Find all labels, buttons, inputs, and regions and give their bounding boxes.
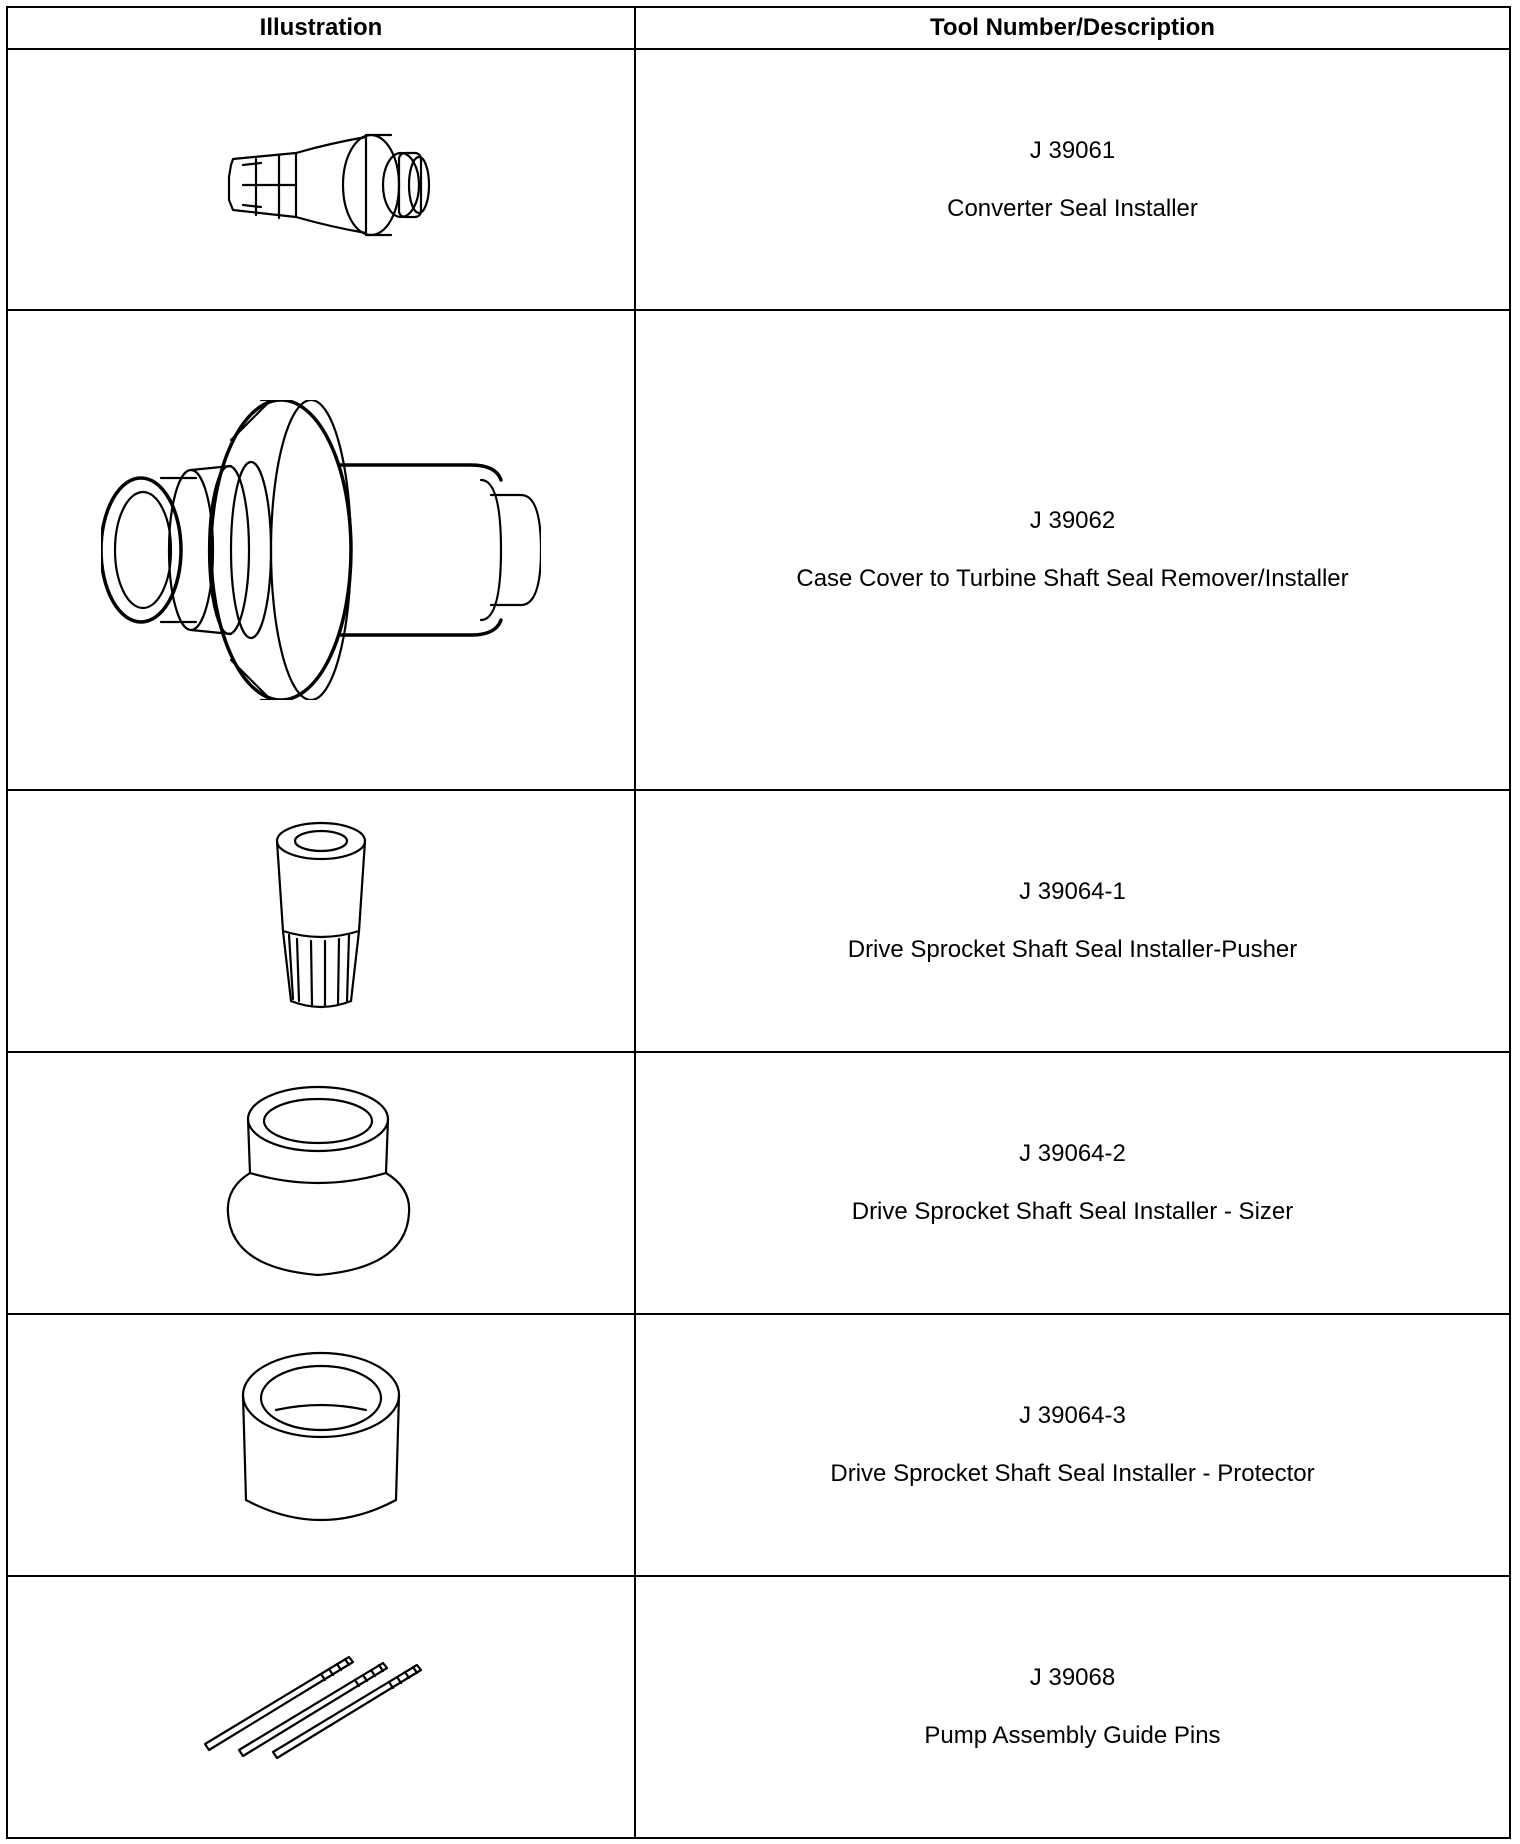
illustration-cell <box>7 790 635 1052</box>
table-row <box>7 1052 1510 1314</box>
tool-number: J 39064-2 <box>1019 1140 1126 1167</box>
table-row <box>7 790 1510 1052</box>
table-row <box>7 1314 1510 1576</box>
tool-table <box>6 6 1511 1839</box>
table-row <box>7 1576 1510 1838</box>
description-cell <box>635 310 1510 790</box>
tool-number: J 39061 <box>1029 136 1116 164</box>
tool-number: J 39064-1 <box>1019 878 1126 905</box>
description-cell <box>635 1052 1510 1314</box>
seal-installer-pusher-icon <box>261 821 381 1021</box>
converter-seal-installer-icon <box>201 115 441 245</box>
tool-name: Drive Sprocket Shaft Seal Installer-Pusher <box>847 936 1298 963</box>
table-row <box>7 49 1510 310</box>
tool-number: J 39068 <box>1029 1664 1116 1691</box>
seal-installer-protector-icon <box>236 1350 406 1540</box>
illustration-cell <box>7 49 635 310</box>
tool-number: J 39064-3 <box>1019 1402 1126 1429</box>
illustration-cell <box>7 310 635 790</box>
illustration-cell <box>7 1052 635 1314</box>
illustration-cell <box>7 1314 635 1576</box>
table-row <box>7 310 1510 790</box>
tool-name: Drive Sprocket Shaft Seal Installer - Sizer <box>851 1198 1294 1225</box>
tool-number: J 39062 <box>1029 507 1116 534</box>
tool-name: Converter Seal Installer <box>947 194 1198 222</box>
tool-name: Pump Assembly Guide Pins <box>924 1722 1221 1749</box>
description-cell <box>635 1314 1510 1576</box>
header-row <box>7 7 1510 49</box>
header-description: Tool Number/Description <box>635 7 1510 49</box>
illustration-cell <box>7 1576 635 1838</box>
description-cell <box>635 790 1510 1052</box>
description-cell <box>635 49 1510 310</box>
seal-installer-sizer-icon <box>226 1083 416 1283</box>
tool-name: Drive Sprocket Shaft Seal Installer - Protector <box>830 1460 1315 1487</box>
header-illustration: Illustration <box>7 7 635 49</box>
guide-pins-icon <box>201 1652 441 1762</box>
turbine-shaft-seal-tool-icon <box>101 400 541 700</box>
tool-name: Case Cover to Turbine Shaft Seal Remover/Installer <box>796 565 1349 592</box>
description-cell <box>635 1576 1510 1838</box>
